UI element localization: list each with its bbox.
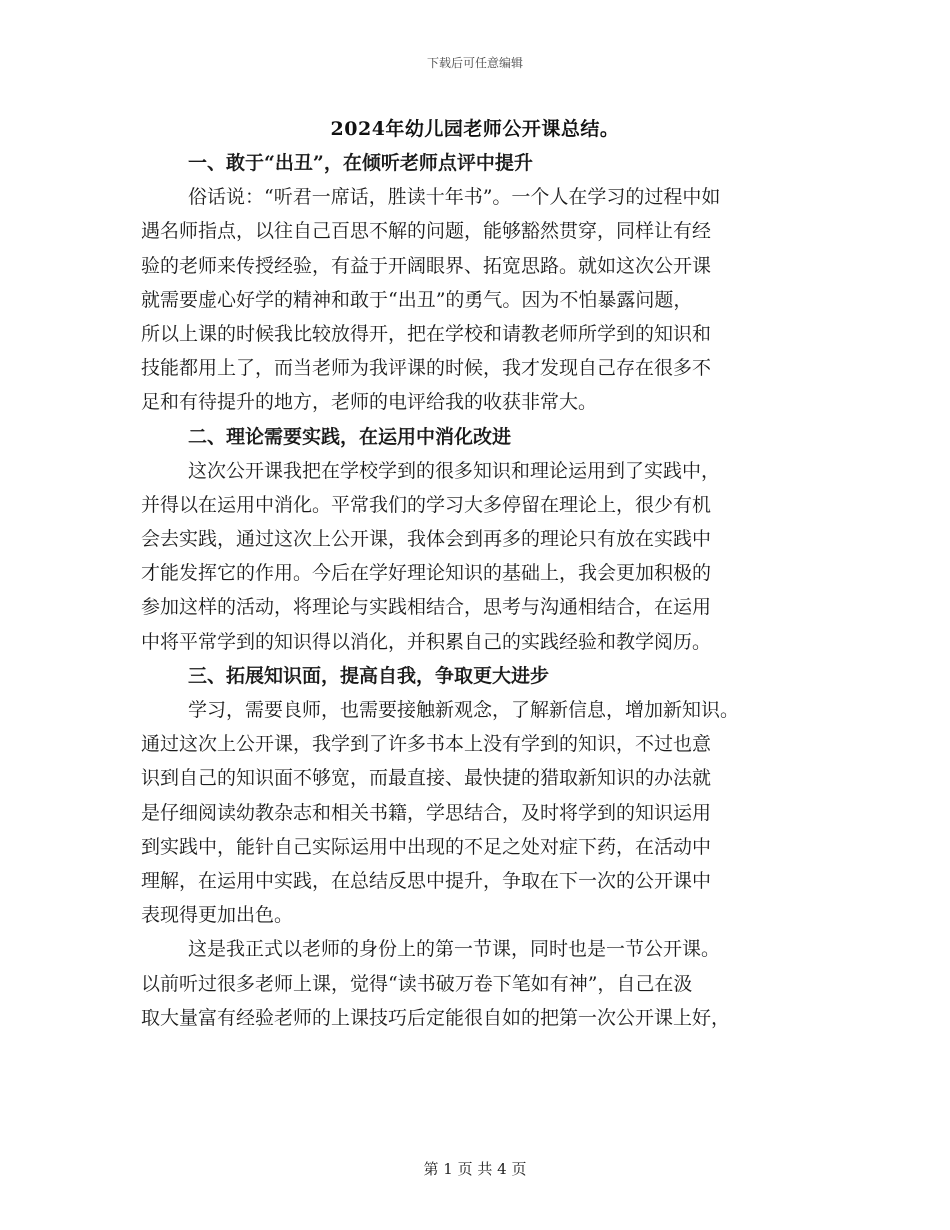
document-body: [141, 146, 809, 1035]
page-number: 第 1 页 共 4 页: [423, 1160, 527, 1178]
text-line: 到实践中，能针自己实际运用中出现的不足之处对症下药，在活动中: [141, 835, 712, 858]
text-line: 验的老师来传授经验，有益于开阔眼界、拓宽思路。就如这次公开课: [141, 254, 712, 277]
text-line: 这是我正式以老师的身份上的第一节课，同时也是一节公开课。: [188, 938, 721, 961]
text-line: 会去实践，通过这次上公开课，我体会到再多的理论只有放在实践中: [141, 528, 712, 551]
document-title: 2024年幼儿园老师公开课总结。: [330, 118, 620, 140]
text-line: 所以上课的时候我比较放得开，把在学校和请教老师所学到的知识和: [141, 322, 712, 345]
text-line: 参加这样的活动，将理论与实践相结合，思考与沟通相结合，在运用: [141, 596, 712, 619]
section-heading: 二、理论需要实践，在运用中消化改进: [188, 425, 512, 448]
text-line: 以前听过很多老师上课，觉得“读书破万卷下笔如有神”，自己在汲: [141, 972, 693, 995]
text-line: 是仔细阅读幼教杂志和相关书籍，学思结合，及时将学到的知识运用: [141, 801, 712, 824]
text-line: 学习，需要良师，也需要接触新观念，了解新信息，增加新知识。: [188, 699, 740, 721]
text-line: 遇名师指点，以往自己百思不解的问题，能够豁然贯穿，同样让有经: [141, 220, 712, 243]
text-line: 理解，在运用中实践，在总结反思中提升，争取在下一次的公开课中: [141, 869, 712, 892]
text-line: 通过这次上公开课，我学到了许多书本上没有学到的知识，不过也意: [141, 733, 712, 756]
text-line: 表现得更加出色。: [141, 904, 294, 927]
header-note: 下载后可任意编辑: [426, 56, 523, 70]
text-line: 取大量富有经验老师的上课技巧后定能很自如的把第一次公开课上好，: [141, 1006, 731, 1029]
section-heading: 三、拓展知识面，提高自我，争取更大进步: [188, 664, 550, 687]
text-line: 才能发挥它的作用。今后在学好理论知识的基础上，我会更加积极的: [141, 562, 712, 585]
text-line: 识到自己的知识面不够宽，而最直接、最快捷的猎取新知识的办法就: [141, 767, 712, 790]
text-line: 俗话说：“听君一席话，胜读十年书”。一个人在学习的过程中如: [188, 186, 721, 209]
text-line: 就需要虚心好学的精神和敢于“出丑”的勇气。因为不怕暴露问题，: [141, 288, 693, 311]
text-line: 中将平常学到的知识得以消化，并积累自己的实践经验和教学阅历。: [141, 630, 712, 653]
text-line: 并得以在运用中消化。平常我们的学习大多停留在理论上，很少有机: [141, 493, 712, 516]
text-line: 这次公开课我把在学校学到的很多知识和理论运用到了实践中，: [188, 459, 721, 482]
text-line: 足和有待提升的地方，老师的电评给我的收获非常大。: [141, 391, 598, 414]
text-line: 技能都用上了，而当老师为我评课的时候，我才发现自己存在很多不: [141, 357, 712, 380]
section-heading: 一、敢于“出丑”，在倾听老师点评中提升: [188, 152, 533, 174]
